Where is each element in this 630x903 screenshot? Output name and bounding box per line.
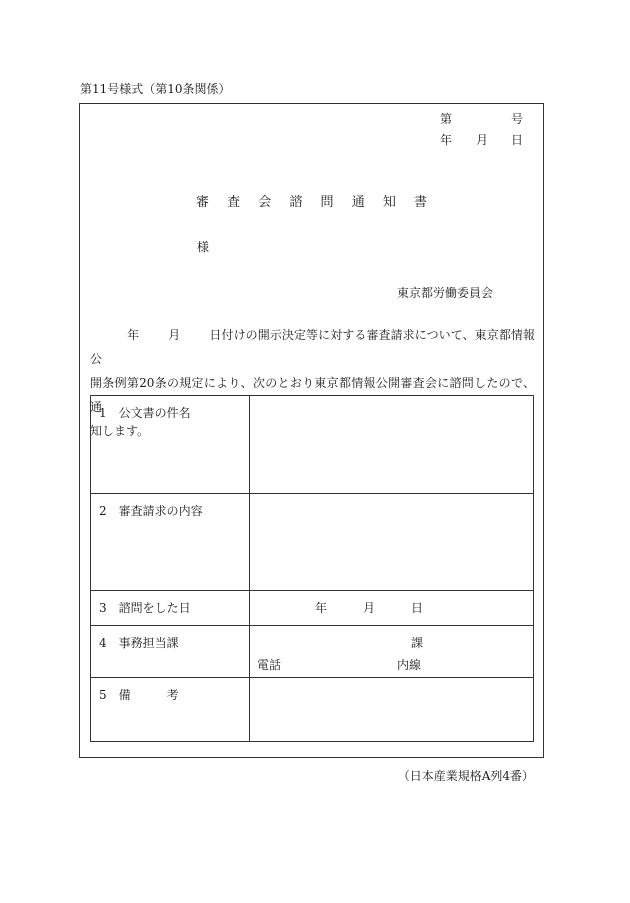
details-table [90, 395, 534, 742]
table-row-subject [91, 396, 533, 493]
row-label-request: 2 審査請求の内容 [99, 504, 203, 518]
sender-name: 東京都労働委員会 [397, 286, 494, 300]
row-label-inquiry-date: 3 諮問をした日 [99, 601, 191, 615]
department-extension-label: 内線 [397, 658, 422, 672]
table-row-inquiry-date [91, 590, 533, 625]
doc-number-suffix: 号 [511, 112, 524, 126]
row-label-department: 4 事務担当課 [99, 636, 179, 650]
body-line-3: 知します。 [90, 424, 150, 438]
date-day: 日 [511, 133, 524, 147]
table-row-remarks [91, 677, 533, 743]
form-number-label: 第11号様式（第10条関係） [80, 82, 231, 96]
doc-number-prefix: 第 [440, 112, 453, 126]
body-month: 月 [168, 328, 181, 342]
addressee-suffix: 様 [197, 240, 210, 254]
body-line-1 [90, 323, 535, 371]
inquiry-month: 月 [363, 601, 376, 615]
date-month: 月 [476, 133, 489, 147]
date-year: 年 [440, 133, 453, 147]
inquiry-day: 日 [411, 601, 424, 615]
inquiry-year: 年 [315, 601, 328, 615]
row-label-subject: 1 公文書の件名 [99, 406, 191, 420]
row-label-remarks: 5 備 考 [99, 688, 179, 702]
document-title: 審 査 会 諮 問 通 知 書 [196, 195, 434, 210]
body-year: 年 [127, 328, 140, 342]
table-row-request [91, 493, 533, 590]
department-ka: 課 [411, 636, 424, 650]
department-phone-label: 電話 [257, 658, 282, 672]
body-line-1-text: 日付けの開示決定等に対する審査請求について、東京都情報公 [90, 328, 535, 366]
body-line-2: 開条例第20条の規定により、次のとおり東京都情報公開審査会に諮問したので、通 [90, 376, 535, 414]
table-row-department [91, 625, 533, 677]
paper-size-note: （日本産業規格A列4番） [397, 769, 534, 783]
